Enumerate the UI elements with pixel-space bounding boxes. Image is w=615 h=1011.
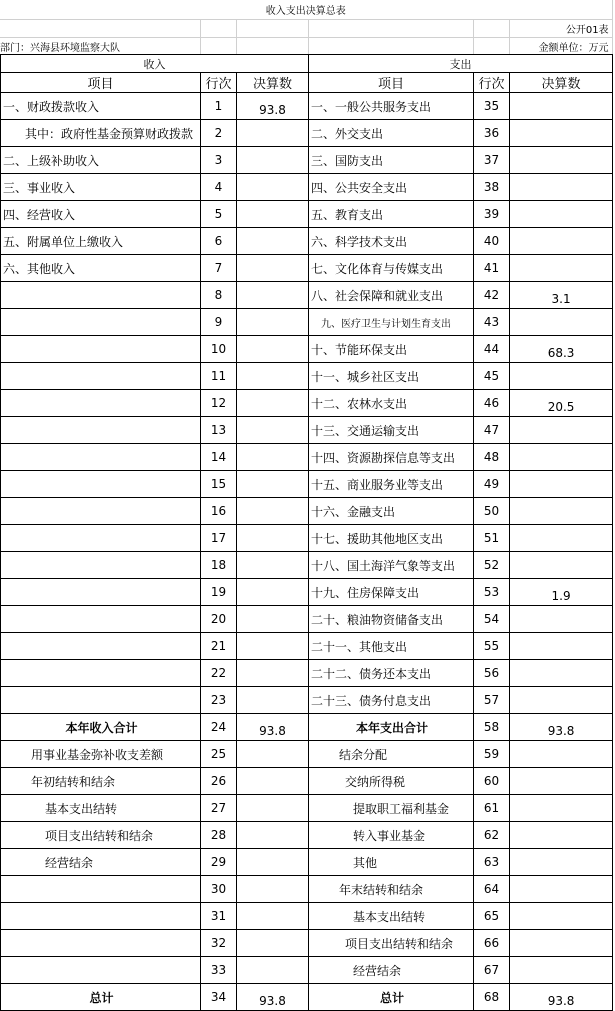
expense-amount <box>510 687 613 714</box>
table-row <box>1 282 613 309</box>
expense-item-label: 四、公共安全支出 <box>309 174 474 201</box>
expense-item-label: 二十二、债务还本支出 <box>309 660 474 687</box>
expense-line-number: 51 <box>474 525 510 552</box>
expense-item-label: 三、国防支出 <box>309 147 474 174</box>
income-line-number: 28 <box>201 822 237 849</box>
income-amount <box>237 579 309 606</box>
expense-amount: 1.9 <box>510 579 613 606</box>
table-row <box>1 336 613 363</box>
expense-amount <box>510 255 613 282</box>
form-code: 公开01表 <box>509 20 612 38</box>
expense-line-number: 40 <box>474 228 510 255</box>
income-amount <box>237 201 309 228</box>
expense-line-number: 54 <box>474 606 510 633</box>
income-amount-header: 决算数 <box>237 73 309 93</box>
table-row <box>1 363 613 390</box>
income-line-number: 11 <box>201 363 237 390</box>
expense-item-label: 十六、金融支出 <box>309 498 474 525</box>
income-item-label <box>1 660 201 687</box>
expense-amount <box>510 309 613 336</box>
expense-item-label: 经营结余 <box>309 957 474 984</box>
expense-line-number: 56 <box>474 660 510 687</box>
income-line-number: 18 <box>201 552 237 579</box>
income-item-label: 其中：政府性基金预算财政拨款 <box>1 120 201 147</box>
expense-item-label: 八、社会保障和就业支出 <box>309 282 474 309</box>
expense-item-label: 七、文化体育与传媒支出 <box>309 255 474 282</box>
expense-amount <box>510 417 613 444</box>
expense-line-number: 59 <box>474 741 510 768</box>
table-row <box>1 714 613 741</box>
table-row <box>1 120 613 147</box>
income-amount <box>237 444 309 471</box>
expense-item-label: 交纳所得税 <box>309 768 474 795</box>
income-item-label <box>1 606 201 633</box>
income-amount <box>237 390 309 417</box>
income-item-label <box>1 444 201 471</box>
income-item-label: 一、财政拨款收入 <box>1 93 201 120</box>
expense-amount <box>510 552 613 579</box>
expense-item-label: 二十三、债务付息支出 <box>309 687 474 714</box>
expense-item-label: 转入事业基金 <box>309 822 474 849</box>
income-amount <box>237 822 309 849</box>
income-amount <box>237 498 309 525</box>
income-amount <box>237 282 309 309</box>
income-item-label <box>1 282 201 309</box>
income-item-label <box>1 876 201 903</box>
expense-item-label: 结余分配 <box>309 741 474 768</box>
income-item-label <box>1 525 201 552</box>
table-row <box>1 309 613 336</box>
income-item-label: 用事业基金弥补收支差额 <box>1 741 201 768</box>
expense-line-number: 68 <box>474 984 510 1011</box>
expense-item-label: 十二、农林水支出 <box>309 390 474 417</box>
expense-amount <box>510 444 613 471</box>
expense-item-label: 提取职工福利基金 <box>309 795 474 822</box>
expense-line-number: 44 <box>474 336 510 363</box>
expense-amount <box>510 120 613 147</box>
expense-item-label: 基本支出结转 <box>309 903 474 930</box>
income-line-number: 9 <box>201 309 237 336</box>
expense-amount <box>510 147 613 174</box>
expense-item-label: 十五、商业服务业等支出 <box>309 471 474 498</box>
income-line-number: 20 <box>201 606 237 633</box>
income-item-label <box>1 417 201 444</box>
table-row <box>1 255 613 282</box>
table-row <box>1 660 613 687</box>
income-line-number: 3 <box>201 147 237 174</box>
expense-line-number: 55 <box>474 633 510 660</box>
income-line-number: 31 <box>201 903 237 930</box>
expense-amount <box>510 633 613 660</box>
table-row <box>1 957 613 984</box>
income-line-number: 13 <box>201 417 237 444</box>
expense-item-label: 十一、城乡社区支出 <box>309 363 474 390</box>
expense-line-number: 35 <box>474 93 510 120</box>
expense-line-number: 57 <box>474 687 510 714</box>
table-row <box>1 174 613 201</box>
income-item-label: 六、其他收入 <box>1 255 201 282</box>
expense-line-number: 46 <box>474 390 510 417</box>
expense-amount <box>510 174 613 201</box>
expense-line-number: 61 <box>474 795 510 822</box>
income-item-label <box>1 579 201 606</box>
expense-amount <box>510 822 613 849</box>
expense-item-label: 九、医疗卫生与计划生育支出 <box>309 309 474 336</box>
expense-line-number: 67 <box>474 957 510 984</box>
income-line-number: 32 <box>201 930 237 957</box>
table-row <box>1 633 613 660</box>
expense-item-label: 十三、交通运输支出 <box>309 417 474 444</box>
income-line-number: 14 <box>201 444 237 471</box>
income-amount <box>237 525 309 552</box>
expense-item-label: 十八、国土海洋气象等支出 <box>309 552 474 579</box>
expense-item-label: 五、教育支出 <box>309 201 474 228</box>
income-line-number: 21 <box>201 633 237 660</box>
income-amount <box>237 417 309 444</box>
expense-item-label: 其他 <box>309 849 474 876</box>
expense-line-number: 42 <box>474 282 510 309</box>
expense-item-label: 一、一般公共服务支出 <box>309 93 474 120</box>
income-amount <box>237 930 309 957</box>
expense-amount <box>510 498 613 525</box>
expense-amount <box>510 93 613 120</box>
table-row <box>1 390 613 417</box>
expense-amount: 3.1 <box>510 282 613 309</box>
income-amount <box>237 741 309 768</box>
department-label: 部门：兴海县环境监察大队 <box>0 38 200 55</box>
income-item-label: 二、上级补助收入 <box>1 147 201 174</box>
income-line-number: 34 <box>201 984 237 1011</box>
income-amount <box>237 849 309 876</box>
table-row <box>1 228 613 255</box>
income-amount <box>237 552 309 579</box>
budget-table <box>0 54 613 1011</box>
income-line-number: 5 <box>201 201 237 228</box>
income-line-number: 16 <box>201 498 237 525</box>
income-section-header: 收入 <box>1 55 309 73</box>
income-item-label: 年初结转和结余 <box>1 768 201 795</box>
income-amount <box>237 660 309 687</box>
table-row <box>1 984 613 1011</box>
expense-item-label: 十九、住房保障支出 <box>309 579 474 606</box>
income-amount <box>237 876 309 903</box>
income-line-number: 29 <box>201 849 237 876</box>
expense-amount <box>510 201 613 228</box>
income-amount <box>237 174 309 201</box>
income-item-label <box>1 903 201 930</box>
expense-section-header: 支出 <box>309 55 613 73</box>
income-item-label: 项目支出结转和结余 <box>1 822 201 849</box>
expense-line-number: 66 <box>474 930 510 957</box>
table-row <box>1 903 613 930</box>
income-line-number: 22 <box>201 660 237 687</box>
expense-amount <box>510 471 613 498</box>
expense-line-number: 64 <box>474 876 510 903</box>
income-line-number: 7 <box>201 255 237 282</box>
income-item-label <box>1 336 201 363</box>
income-line-number: 23 <box>201 687 237 714</box>
income-item-label: 三、事业收入 <box>1 174 201 201</box>
expense-line-header: 行次 <box>474 73 510 93</box>
income-amount <box>237 336 309 363</box>
income-item-header: 项目 <box>1 73 201 93</box>
income-item-label: 四、经营收入 <box>1 201 201 228</box>
expense-amount <box>510 876 613 903</box>
income-amount <box>237 363 309 390</box>
income-amount <box>237 795 309 822</box>
expense-line-number: 49 <box>474 471 510 498</box>
table-row <box>1 471 613 498</box>
expense-amount <box>510 930 613 957</box>
expense-line-number: 41 <box>474 255 510 282</box>
expense-line-number: 43 <box>474 309 510 336</box>
table-row <box>1 147 613 174</box>
table-row <box>1 795 613 822</box>
income-amount <box>237 957 309 984</box>
income-amount <box>237 633 309 660</box>
income-amount <box>237 255 309 282</box>
income-line-number: 6 <box>201 228 237 255</box>
expense-line-number: 48 <box>474 444 510 471</box>
expense-amount: 68.3 <box>510 336 613 363</box>
table-row <box>1 525 613 552</box>
income-line-number: 10 <box>201 336 237 363</box>
expense-amount: 93.8 <box>510 984 613 1011</box>
income-line-number: 8 <box>201 282 237 309</box>
expense-amount <box>510 363 613 390</box>
table-row <box>1 417 613 444</box>
expense-line-number: 39 <box>474 201 510 228</box>
income-line-number: 33 <box>201 957 237 984</box>
expense-line-number: 63 <box>474 849 510 876</box>
income-item-label: 经营结余 <box>1 849 201 876</box>
income-amount <box>237 903 309 930</box>
table-row <box>1 768 613 795</box>
income-item-label: 五、附属单位上缴收入 <box>1 228 201 255</box>
income-item-label <box>1 498 201 525</box>
income-item-label <box>1 633 201 660</box>
income-amount <box>237 228 309 255</box>
income-item-label: 基本支出结转 <box>1 795 201 822</box>
income-amount: 93.8 <box>237 93 309 120</box>
income-amount <box>237 471 309 498</box>
expense-amount <box>510 606 613 633</box>
table-row <box>1 552 613 579</box>
expense-line-number: 45 <box>474 363 510 390</box>
expense-amount <box>510 741 613 768</box>
expense-line-number: 37 <box>474 147 510 174</box>
income-amount <box>237 120 309 147</box>
expense-item-label: 本年支出合计 <box>309 714 474 741</box>
expense-line-number: 58 <box>474 714 510 741</box>
income-item-label <box>1 471 201 498</box>
expense-item-header: 项目 <box>309 73 474 93</box>
income-line-number: 15 <box>201 471 237 498</box>
income-line-number: 4 <box>201 174 237 201</box>
expense-amount <box>510 660 613 687</box>
expense-amount <box>510 768 613 795</box>
expense-item-label: 年末结转和结余 <box>309 876 474 903</box>
income-line-header: 行次 <box>201 73 237 93</box>
table-row <box>1 822 613 849</box>
expense-item-label: 二、外交支出 <box>309 120 474 147</box>
income-line-number: 27 <box>201 795 237 822</box>
expense-amount <box>510 795 613 822</box>
income-item-label <box>1 930 201 957</box>
income-amount: 93.8 <box>237 714 309 741</box>
income-line-number: 24 <box>201 714 237 741</box>
table-row <box>1 201 613 228</box>
expense-item-label: 十七、援助其他地区支出 <box>309 525 474 552</box>
table-row <box>1 444 613 471</box>
expense-item-label: 十四、资源勘探信息等支出 <box>309 444 474 471</box>
expense-line-number: 65 <box>474 903 510 930</box>
income-amount <box>237 768 309 795</box>
expense-line-number: 53 <box>474 579 510 606</box>
expense-amount <box>510 228 613 255</box>
income-amount <box>237 606 309 633</box>
income-line-number: 26 <box>201 768 237 795</box>
table-row <box>1 687 613 714</box>
expense-amount <box>510 957 613 984</box>
table-row <box>1 606 613 633</box>
expense-item-label: 总计 <box>309 984 474 1011</box>
table-row <box>1 876 613 903</box>
income-item-label <box>1 390 201 417</box>
expense-amount <box>510 849 613 876</box>
expense-line-number: 47 <box>474 417 510 444</box>
expense-amount <box>510 525 613 552</box>
expense-line-number: 62 <box>474 822 510 849</box>
table-row <box>1 930 613 957</box>
income-line-number: 17 <box>201 525 237 552</box>
income-item-label <box>1 363 201 390</box>
income-line-number: 2 <box>201 120 237 147</box>
expense-item-label: 六、科学技术支出 <box>309 228 474 255</box>
income-item-label: 总计 <box>1 984 201 1011</box>
table-row <box>1 498 613 525</box>
table-row <box>1 579 613 606</box>
income-line-number: 30 <box>201 876 237 903</box>
income-amount <box>237 309 309 336</box>
expense-amount-header: 决算数 <box>510 73 613 93</box>
expense-line-number: 60 <box>474 768 510 795</box>
unit-label: 金额单位：万元 <box>509 38 612 55</box>
table-row <box>1 849 613 876</box>
expense-amount: 20.5 <box>510 390 613 417</box>
sheet-header <box>0 0 613 55</box>
income-amount <box>237 147 309 174</box>
income-amount <box>237 687 309 714</box>
expense-item-label: 十、节能环保支出 <box>309 336 474 363</box>
expense-line-number: 52 <box>474 552 510 579</box>
expense-line-number: 36 <box>474 120 510 147</box>
expense-line-number: 50 <box>474 498 510 525</box>
expense-amount <box>510 903 613 930</box>
expense-item-label: 项目支出结转和结余 <box>309 930 474 957</box>
income-line-number: 19 <box>201 579 237 606</box>
table-row <box>1 741 613 768</box>
table-row <box>1 93 613 120</box>
expense-line-number: 38 <box>474 174 510 201</box>
expense-amount: 93.8 <box>510 714 613 741</box>
expense-item-label: 二十一、其他支出 <box>309 633 474 660</box>
income-line-number: 1 <box>201 93 237 120</box>
income-item-label <box>1 309 201 336</box>
income-item-label <box>1 552 201 579</box>
income-item-label <box>1 687 201 714</box>
sheet-title: 收入支出决算总表 <box>0 0 612 20</box>
income-line-number: 12 <box>201 390 237 417</box>
income-item-label <box>1 957 201 984</box>
income-amount: 93.8 <box>237 984 309 1011</box>
income-line-number: 25 <box>201 741 237 768</box>
income-item-label: 本年收入合计 <box>1 714 201 741</box>
expense-item-label: 二十、粮油物资储备支出 <box>309 606 474 633</box>
